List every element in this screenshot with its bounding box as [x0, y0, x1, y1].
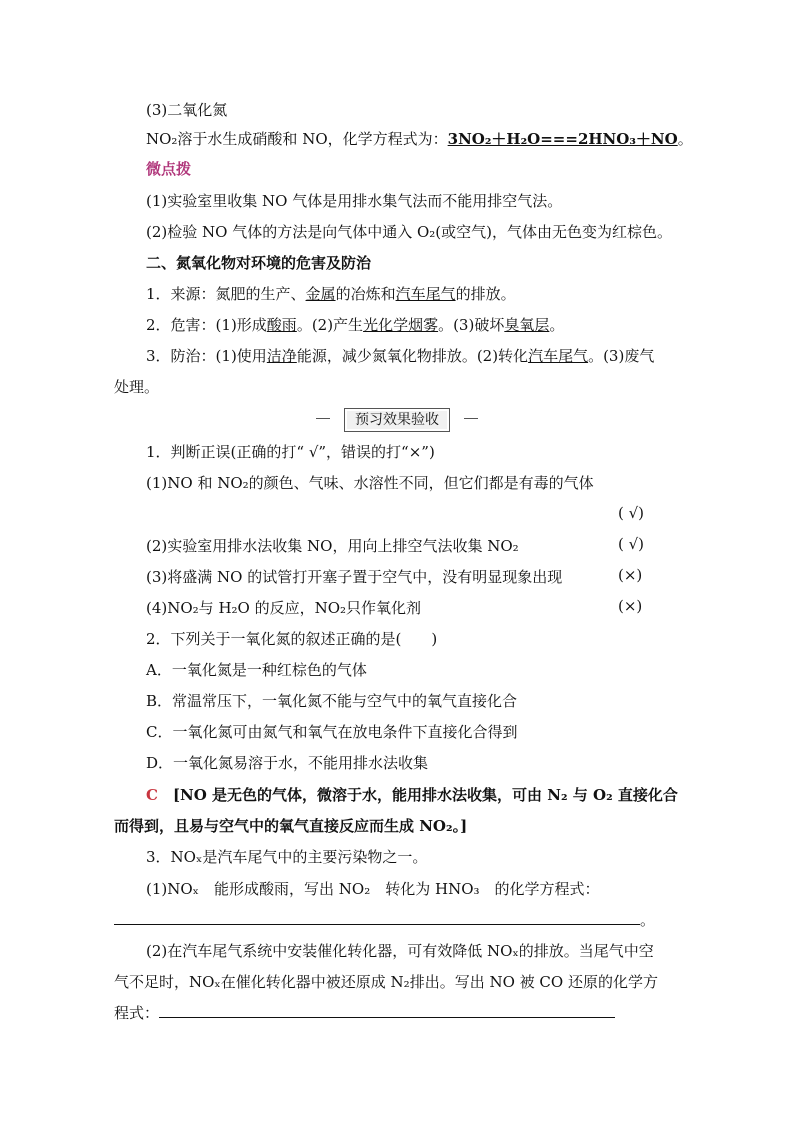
- equation-prefix: NO₂溶于水生成硝酸和 NO，化学方程式为：: [146, 130, 448, 148]
- source-text: 的冶炼和: [335, 285, 396, 303]
- q2-option-c: C．一氧化氮可由氮气和氧气在放电条件下直接化合得到: [146, 723, 518, 741]
- prevent-text: 。(3)废气: [588, 347, 655, 365]
- period: 。: [640, 911, 656, 929]
- q3-part-2-line-3: [114, 1002, 684, 1024]
- prevent-line-cont: 处理。: [114, 378, 160, 396]
- source-answer-exhaust: 汽车尾气: [395, 285, 456, 303]
- q2-answer-text: [NO 是无色的气体，微溶于水，能用排水法收集，可由 N₂ 与 O₂ 直接化合: [157, 786, 678, 804]
- no2-water-equation: 3NO₂＋H₂O===2HNO₃＋NO: [447, 130, 678, 148]
- q2-answer-letter: C: [146, 786, 158, 804]
- q1-item-3-mark: (×): [618, 566, 643, 584]
- prevent-text: 能源，减少氮氧化物排放。(2)转化: [296, 347, 529, 365]
- q3-part-2-line-2: 气不足时，NOₓ在催化转化器中被还原成 N₂排出。写出 NO 被 CO 还原的化学方: [114, 973, 658, 991]
- tip-1: (1)实验室里收集 NO 气体是用排水集气法而不能用排空气法。: [146, 192, 563, 210]
- banner-label: 预习效果验收: [344, 408, 450, 432]
- prevent-answer-clean: 洁净: [266, 347, 297, 365]
- answer-blank[interactable]: [159, 1003, 615, 1018]
- harm-text: 。(2)产生: [296, 316, 364, 334]
- prevent-line: [146, 345, 684, 367]
- answer-blank[interactable]: [114, 910, 640, 925]
- q1-item-3: (3)将盛满 NO 的试管打开塞子置于空气中，没有明显现象出现: [146, 568, 563, 586]
- q1-item-1-mark: ( √): [618, 504, 645, 522]
- q2-option-b: B．常温常压下，一氧化氮不能与空气中的氧气直接化合: [146, 692, 518, 710]
- q1-item-2: (2)实验室用排水法收集 NO，用向上排空气法收集 NO₂: [146, 537, 519, 555]
- prevent-answer-exhaust: 汽车尾气: [528, 347, 589, 365]
- q1-stem: 1．判断正误(正确的打“ √”，错误的打“×”): [146, 443, 435, 461]
- q2-stem: 2．下列关于一氧化氮的叙述正确的是( ): [146, 630, 438, 648]
- harm-answer-smog: 光化学烟雾: [363, 316, 439, 334]
- q1-item-4-mark: (×): [618, 597, 643, 615]
- q1-item-1: (1)NO 和 NO₂的颜色、气味、水溶性不同，但它们都是有毒的气体: [146, 474, 594, 492]
- no2-equation-line: [146, 128, 693, 150]
- q1-item-4: (4)NO₂与 H₂O 的反应，NO₂只作氧化剂: [146, 599, 422, 617]
- section-banner: [316, 408, 478, 430]
- source-text: 的排放。: [455, 285, 516, 303]
- q3-part-2-line-1: (2)在汽车尾气系统中安装催化转化器，可有效降低 NOₓ的排放。当尾气中空: [146, 942, 654, 960]
- q3-equation-label: 程式：: [114, 1004, 160, 1022]
- q2-option-a: A．一氧化氮是一种红棕色的气体: [146, 661, 367, 679]
- q3-stem: 3．NOₓ是汽车尾气中的主要污染物之一。: [146, 848, 428, 866]
- q3-part-1: (1)NOₓ 能形成酸雨，写出 NO₂ 转化为 HNO₃ 的化学方程式：: [146, 880, 600, 898]
- q1-item-2-mark: ( √): [618, 535, 645, 553]
- q2-option-d: D．一氧化氮易溶于水，不能用排水法收集: [146, 754, 429, 772]
- source-text: 1．来源：氮肥的生产、: [146, 285, 306, 303]
- harm-line: [146, 314, 684, 336]
- tip-2: (2)检验 NO 气体的方法是向气体中通入 O₂(或空气)，气体由无色变为红棕色。: [146, 223, 672, 241]
- harm-answer-acid-rain: 酸雨: [266, 316, 297, 334]
- equation-suffix: 。: [677, 130, 693, 148]
- section-3-heading: (3)二氧化氮: [146, 101, 228, 119]
- tip-label: 微点拨: [146, 160, 192, 178]
- source-line: [146, 283, 684, 305]
- q2-answer-line-2: 而得到，且易与空气中的氧气直接反应而生成 NO₂。]: [114, 817, 468, 835]
- source-answer-metal: 金属: [305, 285, 336, 303]
- harm-text: 。(3)破坏: [438, 316, 505, 334]
- harm-text: 。: [549, 316, 565, 334]
- q3-part-1-answer-line: [114, 909, 684, 931]
- harm-text: 2．危害：(1)形成: [146, 316, 267, 334]
- harm-answer-ozone: 臭氧层: [504, 316, 550, 334]
- section-2-heading: 二、氮氧化物对环境的危害及防治: [146, 254, 372, 272]
- prevent-text: 3．防治：(1)使用: [146, 347, 267, 365]
- q2-answer-line-1: [146, 784, 684, 806]
